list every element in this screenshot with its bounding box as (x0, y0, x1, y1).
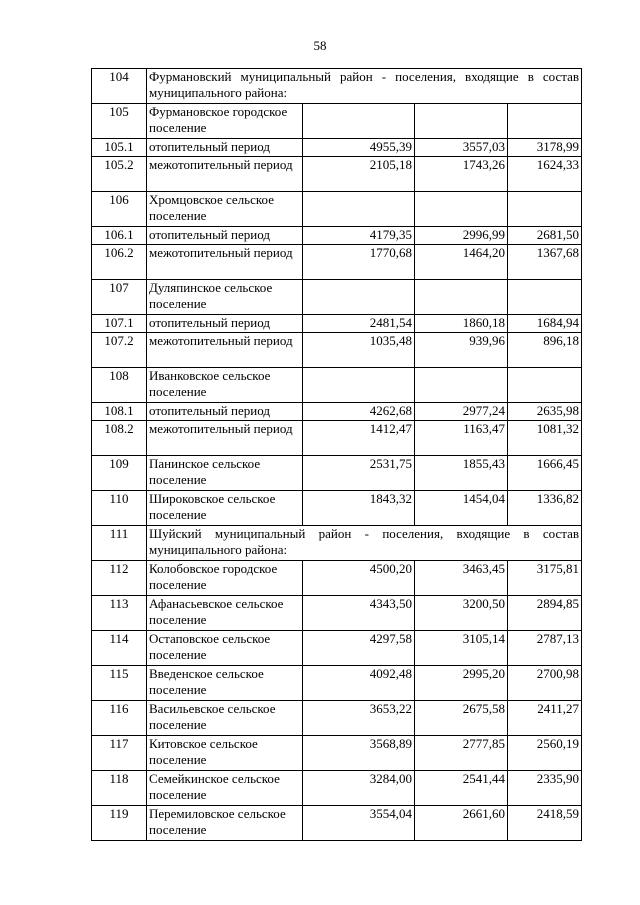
row-number-cell: 112 (92, 561, 147, 596)
value-cell-3: 1666,45 (508, 456, 582, 491)
value-cell-3: 3175,81 (508, 561, 582, 596)
value-cell-2: 2661,60 (415, 806, 508, 841)
value-cell-2 (415, 192, 508, 227)
value-cell-2 (415, 368, 508, 403)
table-row (92, 456, 582, 491)
value-cell-1: 1035,48 (303, 333, 415, 368)
row-number-cell: 118 (92, 771, 147, 806)
value-cell-3: 1336,82 (508, 491, 582, 526)
value-cell-1: 1843,32 (303, 491, 415, 526)
row-number-cell: 107.1 (92, 315, 147, 333)
value-cell-3: 1081,32 (508, 421, 582, 456)
value-cell-3 (508, 280, 582, 315)
value-cell-1: 3568,89 (303, 736, 415, 771)
value-cell-1: 2105,18 (303, 157, 415, 192)
row-number-cell: 105.2 (92, 157, 147, 192)
value-cell-1 (303, 280, 415, 315)
settlement-name-cell: межотопительный период (147, 157, 303, 192)
value-cell-3: 2411,27 (508, 701, 582, 736)
row-number-cell: 106 (92, 192, 147, 227)
settlement-name-cell: Фурмановское городское поселение (147, 104, 303, 139)
value-cell-2: 1860,18 (415, 315, 508, 333)
value-cell-3: 2635,98 (508, 403, 582, 421)
settlement-name-cell: Остаповское сельское поселение (147, 631, 303, 666)
value-cell-3 (508, 368, 582, 403)
value-cell-3: 2418,59 (508, 806, 582, 841)
value-cell-3: 1367,68 (508, 245, 582, 280)
row-number-cell: 116 (92, 701, 147, 736)
value-cell-3: 2560,19 (508, 736, 582, 771)
value-cell-2: 1454,04 (415, 491, 508, 526)
value-cell-3: 896,18 (508, 333, 582, 368)
table-row (92, 280, 582, 315)
value-cell-1: 4092,48 (303, 666, 415, 701)
page-number: 58 (313, 38, 327, 53)
value-cell-3: 2700,98 (508, 666, 582, 701)
value-cell-1: 2481,54 (303, 315, 415, 333)
value-cell-2 (415, 104, 508, 139)
row-number-cell: 105.1 (92, 139, 147, 157)
value-cell-1: 4179,35 (303, 227, 415, 245)
settlement-name-cell: Семейкинское сельское поселение (147, 771, 303, 806)
settlement-name-cell: межотопительный период (147, 421, 303, 456)
value-cell-3: 2335,90 (508, 771, 582, 806)
table-row (92, 736, 582, 771)
table-row (92, 526, 582, 561)
value-cell-2: 2977,24 (415, 403, 508, 421)
value-cell-1 (303, 104, 415, 139)
settlement-name-cell: Введенское сельское поселение (147, 666, 303, 701)
settlement-name-cell: Иванковское сельское поселение (147, 368, 303, 403)
settlement-name-cell: Перемиловское сельское поселение (147, 806, 303, 841)
table-row (92, 701, 582, 736)
settlement-name-cell: Хромцовское сельское поселение (147, 192, 303, 227)
value-cell-1: 3284,00 (303, 771, 415, 806)
value-cell-1: 3554,04 (303, 806, 415, 841)
value-cell-1: 4297,58 (303, 631, 415, 666)
row-number-cell: 104 (92, 69, 147, 104)
value-cell-1: 1412,47 (303, 421, 415, 456)
value-cell-2: 1743,26 (415, 157, 508, 192)
settlement-name-cell: отопительный период (147, 403, 303, 421)
table-row (92, 227, 582, 245)
value-cell-2: 2996,99 (415, 227, 508, 245)
table-row (92, 192, 582, 227)
settlement-name-cell: Васильевское сельское поселение (147, 701, 303, 736)
row-number-cell: 119 (92, 806, 147, 841)
table-row (92, 403, 582, 421)
settlement-name-cell: отопительный период (147, 139, 303, 157)
row-number-cell: 114 (92, 631, 147, 666)
value-cell-3 (508, 192, 582, 227)
row-number-cell: 107.2 (92, 333, 147, 368)
table-row (92, 104, 582, 139)
value-cell-2: 2675,58 (415, 701, 508, 736)
table-row (92, 771, 582, 806)
table-row (92, 245, 582, 280)
table-row (92, 666, 582, 701)
value-cell-1 (303, 368, 415, 403)
row-number-cell: 108.1 (92, 403, 147, 421)
table-row (92, 631, 582, 666)
tariff-table (91, 68, 582, 841)
value-cell-2: 1855,43 (415, 456, 508, 491)
row-number-cell: 105 (92, 104, 147, 139)
row-number-cell: 110 (92, 491, 147, 526)
value-cell-2 (415, 280, 508, 315)
district-heading-cell: Фурмановский муниципальный район - поселения, входящие в состав муниципального района: (147, 69, 582, 104)
value-cell-1: 3653,22 (303, 701, 415, 736)
value-cell-2: 3105,14 (415, 631, 508, 666)
table-row (92, 421, 582, 456)
value-cell-1: 4262,68 (303, 403, 415, 421)
table-row (92, 333, 582, 368)
value-cell-2: 1464,20 (415, 245, 508, 280)
tariff-table-body (92, 69, 582, 841)
value-cell-2: 3557,03 (415, 139, 508, 157)
settlement-name-cell: межотопительный период (147, 245, 303, 280)
table-row (92, 315, 582, 333)
value-cell-3 (508, 104, 582, 139)
settlement-name-cell: межотопительный период (147, 333, 303, 368)
value-cell-1 (303, 192, 415, 227)
settlement-name-cell: Китовское сельское поселение (147, 736, 303, 771)
value-cell-2: 939,96 (415, 333, 508, 368)
value-cell-2: 1163,47 (415, 421, 508, 456)
value-cell-1: 4955,39 (303, 139, 415, 157)
settlement-name-cell: Колобовское городское поселение (147, 561, 303, 596)
value-cell-1: 4343,50 (303, 596, 415, 631)
row-number-cell: 115 (92, 666, 147, 701)
table-row (92, 806, 582, 841)
value-cell-2: 2777,85 (415, 736, 508, 771)
row-number-cell: 111 (92, 526, 147, 561)
value-cell-3: 2894,85 (508, 596, 582, 631)
row-number-cell: 109 (92, 456, 147, 491)
value-cell-3: 1624,33 (508, 157, 582, 192)
row-number-cell: 107 (92, 280, 147, 315)
value-cell-2: 3463,45 (415, 561, 508, 596)
value-cell-2: 2541,44 (415, 771, 508, 806)
table-row (92, 596, 582, 631)
table-row (92, 368, 582, 403)
table-row (92, 561, 582, 596)
table-row (92, 69, 582, 104)
row-number-cell: 106.2 (92, 245, 147, 280)
table-row (92, 491, 582, 526)
row-number-cell: 108.2 (92, 421, 147, 456)
value-cell-1: 1770,68 (303, 245, 415, 280)
value-cell-2: 3200,50 (415, 596, 508, 631)
row-number-cell: 108 (92, 368, 147, 403)
row-number-cell: 113 (92, 596, 147, 631)
value-cell-3: 3178,99 (508, 139, 582, 157)
settlement-name-cell: отопительный период (147, 227, 303, 245)
table-row (92, 139, 582, 157)
row-number-cell: 117 (92, 736, 147, 771)
value-cell-1: 4500,20 (303, 561, 415, 596)
value-cell-3: 2787,13 (508, 631, 582, 666)
table-row (92, 157, 582, 192)
value-cell-3: 2681,50 (508, 227, 582, 245)
settlement-name-cell: Дуляпинское сельское поселение (147, 280, 303, 315)
row-number-cell: 106.1 (92, 227, 147, 245)
settlement-name-cell: отопительный период (147, 315, 303, 333)
value-cell-3: 1684,94 (508, 315, 582, 333)
settlement-name-cell: Широковское сельское поселение (147, 491, 303, 526)
settlement-name-cell: Афанасьевское сельское поселение (147, 596, 303, 631)
settlement-name-cell: Панинское сельское поселение (147, 456, 303, 491)
district-heading-cell: Шуйский муниципальный район - поселения, входящие в состав муниципального района: (147, 526, 582, 561)
value-cell-1: 2531,75 (303, 456, 415, 491)
value-cell-2: 2995,20 (415, 666, 508, 701)
